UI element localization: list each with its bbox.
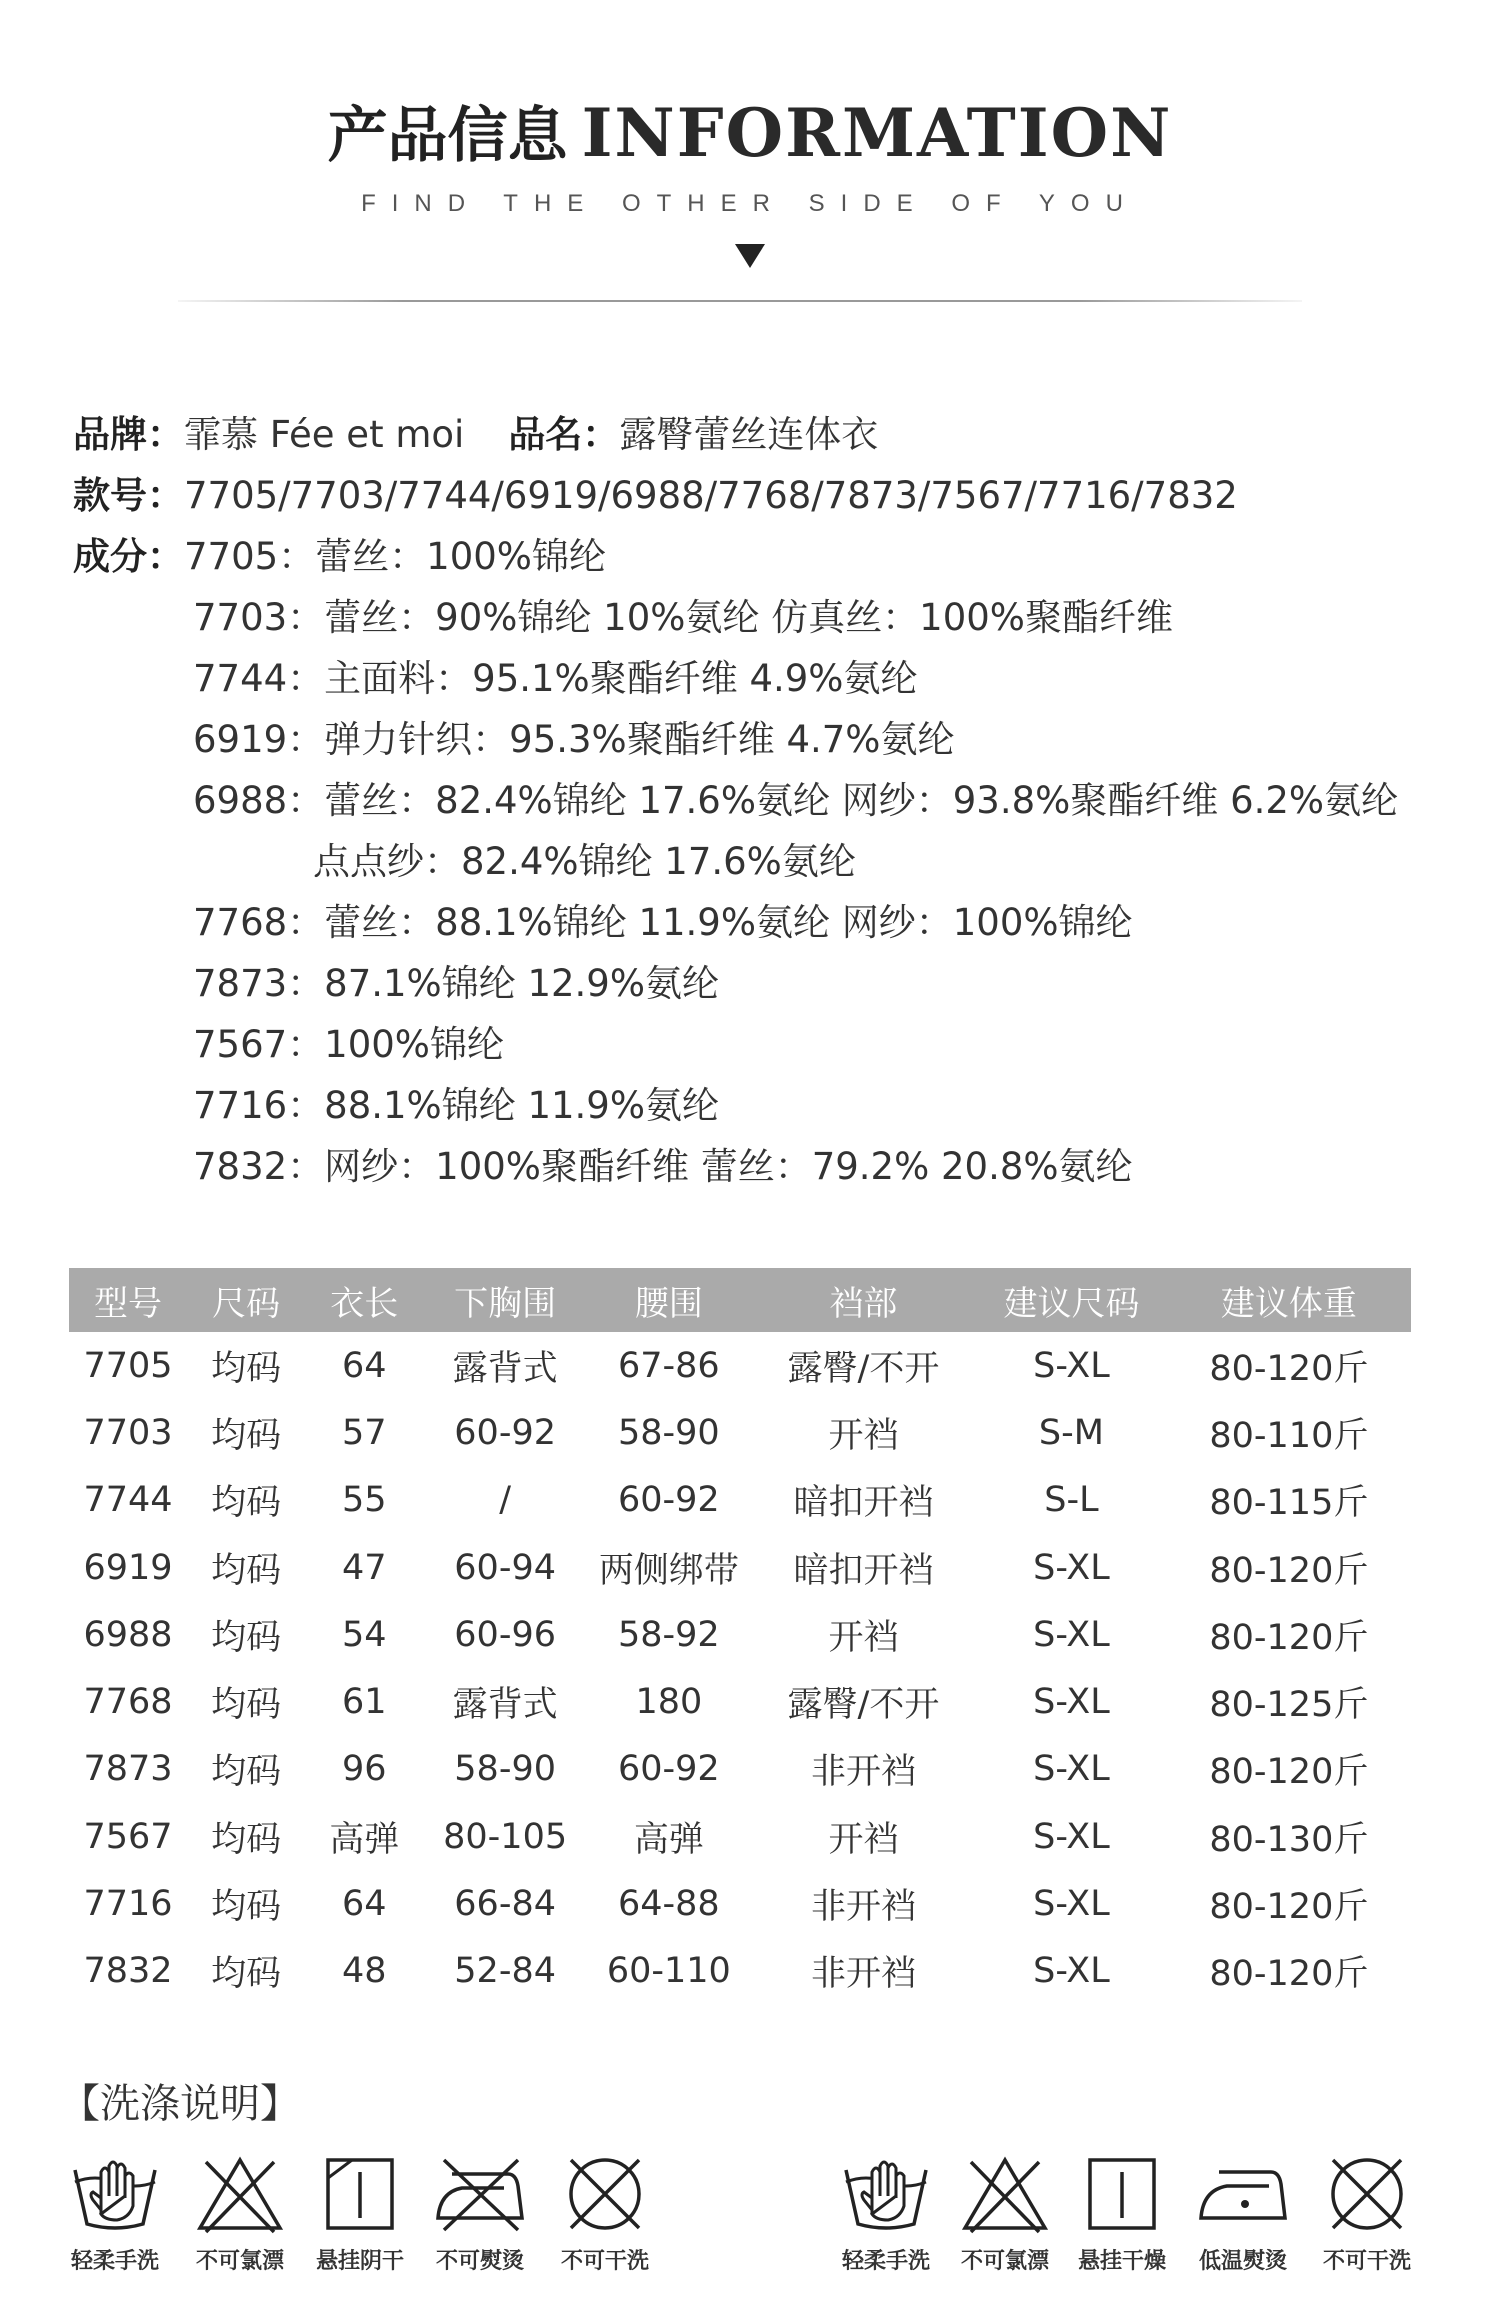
wash-item [945, 2152, 1065, 2275]
page-header [0, 88, 1500, 268]
composition-item: 7705：蕾丝：100%锦纶 [184, 535, 606, 578]
cell-model: 7832 [83, 1951, 173, 1992]
cell-length: 96 [341, 1749, 387, 1790]
wash-item [300, 2152, 420, 2275]
wash-item [545, 2152, 665, 2275]
hand-wash-icon [67, 2152, 163, 2236]
cell-length: 57 [341, 1412, 387, 1453]
models-line [73, 465, 1453, 526]
header-size: 尺码 [212, 1283, 281, 1324]
no-dry-clean-icon [1319, 2152, 1415, 2236]
table-row [69, 1534, 1411, 1601]
wash-item [420, 2152, 540, 2275]
no-bleach-icon [192, 2152, 288, 2236]
composition-item: 6988：蕾丝：82.4%锦纶 17.6%氨纶 网纱：93.8%聚酯纤维 6.2%氨纶 [193, 779, 1399, 822]
brand-value: 霏慕 Fée et moi [184, 413, 465, 456]
wash-instructions-title: 【洗涤说明】 [60, 2081, 300, 2127]
cell-underbust: 80-105 [443, 1816, 568, 1857]
table-row [69, 1332, 1411, 1399]
cell-recommended-weight: 80-120斤 [1209, 1752, 1369, 1793]
cell-size: 均码 [211, 1550, 282, 1591]
cell-model: 7703 [83, 1412, 173, 1453]
cell-recommended-size: S-M [1038, 1412, 1104, 1453]
page-title [328, 88, 1173, 174]
cell-underbust: 60-92 [454, 1412, 556, 1453]
cell-size: 均码 [211, 1617, 282, 1658]
no-dry-clean-icon [557, 2152, 653, 2236]
name-value: 露臀蕾丝连体衣 [619, 413, 879, 456]
wash-label: 悬挂干燥 [1077, 2249, 1166, 2274]
wash-item [180, 2152, 300, 2275]
cell-length: 64 [341, 1884, 387, 1925]
header-crotch: 裆部 [829, 1283, 898, 1324]
cell-model: 7716 [83, 1884, 173, 1925]
cell-waist: 180 [635, 1682, 703, 1723]
subtitle: FIND THE OTHER SIDE OF YOU [361, 190, 1139, 217]
cell-waist: 64-88 [618, 1884, 720, 1925]
header-recommended-size: 建议尺码 [1003, 1283, 1140, 1324]
cell-crotch: 开裆 [828, 1819, 899, 1860]
table-row [69, 1870, 1411, 1937]
brand-label: 品牌： [73, 413, 184, 456]
cell-recommended-size: S-XL [1033, 1614, 1110, 1655]
wash-item [826, 2152, 946, 2275]
table-row [69, 1736, 1411, 1803]
wash-label: 不可熨烫 [435, 2249, 524, 2274]
product-info [73, 404, 1453, 1197]
cell-recommended-size: S-XL [1033, 1816, 1110, 1857]
table-row [69, 1668, 1411, 1735]
low-iron-icon [1195, 2152, 1291, 2236]
cell-crotch: 暗扣开裆 [793, 1483, 934, 1524]
cell-recommended-weight: 80-120斤 [1209, 1348, 1369, 1389]
cell-length: 54 [341, 1614, 387, 1655]
cell-underbust: / [499, 1480, 512, 1521]
cell-size: 均码 [211, 1685, 282, 1726]
wash-label: 不可干洗 [1322, 2249, 1411, 2274]
name-label: 品名： [508, 413, 620, 456]
cell-crotch: 暗扣开裆 [793, 1550, 934, 1591]
cell-recommended-size: S-XL [1033, 1345, 1110, 1386]
wash-label: 不可氯漂 [195, 2249, 284, 2274]
cell-underbust: 60-94 [454, 1547, 556, 1588]
cell-recommended-weight: 80-115斤 [1209, 1483, 1369, 1524]
wash-label: 轻柔手洗 [841, 2249, 930, 2274]
cell-crotch: 非开裆 [810, 1954, 916, 1995]
cell-recommended-size: S-XL [1033, 1884, 1110, 1925]
cell-underbust: 52-84 [454, 1951, 556, 1992]
cell-model: 7873 [83, 1749, 173, 1790]
wash-label: 轻柔手洗 [70, 2249, 159, 2274]
cell-model: 6919 [83, 1547, 173, 1588]
models-label: 款号： [73, 474, 184, 517]
cell-crotch: 开裆 [828, 1415, 899, 1456]
cell-size: 均码 [211, 1415, 282, 1456]
cell-length: 47 [341, 1547, 387, 1588]
cell-recommended-size: S-XL [1033, 1547, 1110, 1588]
cell-model: 7768 [83, 1682, 173, 1723]
cell-underbust: 露背式 [452, 1685, 558, 1726]
cell-size: 均码 [211, 1752, 282, 1793]
composition-label: 成分： [73, 535, 184, 578]
header-model: 型号 [94, 1283, 163, 1324]
composition-item: 6919：弹力针织：95.3%聚酯纤维 4.7%氨纶 [193, 718, 955, 761]
brand-line [73, 404, 1453, 465]
composition-item: 7567：100%锦纶 [193, 1023, 504, 1066]
table-row [69, 1399, 1411, 1466]
cell-size: 均码 [211, 1483, 282, 1524]
wash-label: 不可干洗 [560, 2249, 649, 2274]
composition-item: 7744：主面料：95.1%聚酯纤维 4.9%氨纶 [193, 657, 918, 700]
table-row [69, 1467, 1411, 1534]
header-length: 衣长 [330, 1283, 399, 1324]
table-row [69, 1803, 1411, 1870]
header-waist: 腰围 [634, 1283, 703, 1324]
cell-length: 61 [341, 1682, 387, 1723]
hand-wash-icon [838, 2152, 934, 2236]
cell-length: 高弹 [329, 1819, 400, 1860]
wash-label: 悬挂阴干 [315, 2249, 404, 2274]
size-table [69, 1268, 1411, 2005]
cell-waist: 60-92 [618, 1480, 720, 1521]
cell-waist: 60-92 [618, 1749, 720, 1790]
cell-waist: 高弹 [633, 1819, 704, 1860]
table-header-row [69, 1268, 1411, 1332]
wash-label: 不可氯漂 [960, 2249, 1049, 2274]
cell-size: 均码 [211, 1887, 282, 1928]
cell-length: 55 [341, 1480, 387, 1521]
composition-item: 7873：87.1%锦纶 12.9%氨纶 [193, 962, 720, 1005]
cell-length: 48 [341, 1951, 387, 1992]
drip-dry-shade-icon [312, 2152, 408, 2236]
cell-recommended-weight: 80-120斤 [1209, 1887, 1369, 1928]
cell-waist: 两侧绑带 [598, 1550, 739, 1591]
cell-recommended-weight: 80-110斤 [1209, 1415, 1369, 1456]
cell-crotch: 露臀/不开 [787, 1348, 940, 1389]
wash-label: 低温熨烫 [1198, 2249, 1287, 2274]
table-row [69, 1601, 1411, 1668]
cell-crotch: 非开裆 [810, 1887, 916, 1928]
wash-icons [0, 2152, 1500, 2322]
cell-recommended-size: S-L [1044, 1480, 1099, 1521]
no-iron-icon [432, 2152, 528, 2236]
cell-size: 均码 [211, 1819, 282, 1860]
cell-waist: 58-90 [618, 1412, 720, 1453]
cell-recommended-weight: 80-120斤 [1209, 1550, 1369, 1591]
composition-item: 7768：蕾丝：88.1%锦纶 11.9%氨纶 网纱：100%锦纶 [193, 901, 1133, 944]
wash-item [1183, 2152, 1303, 2275]
cell-underbust: 66-84 [454, 1884, 556, 1925]
models-value: 7705/7703/7744/6919/6988/7768/7873/7567/7716/7832 [184, 474, 1238, 517]
triangle-down-icon [735, 244, 765, 268]
cell-model: 7705 [83, 1345, 173, 1386]
cell-crotch: 开裆 [828, 1617, 899, 1658]
title-chinese: 产品信息 [327, 101, 568, 171]
cell-waist: 60-110 [606, 1951, 731, 1992]
cell-recommended-size: S-XL [1033, 1951, 1110, 1992]
cell-underbust: 60-96 [454, 1614, 556, 1655]
no-bleach-icon [957, 2152, 1053, 2236]
cell-model: 6988 [83, 1614, 173, 1655]
divider [178, 300, 1302, 302]
cell-recommended-weight: 80-125斤 [1209, 1685, 1369, 1726]
table-row [69, 1938, 1411, 2005]
wash-item [55, 2152, 175, 2275]
cell-underbust: 58-90 [454, 1749, 556, 1790]
cell-waist: 58-92 [618, 1614, 720, 1655]
wash-item [1062, 2152, 1182, 2275]
wash-item [1307, 2152, 1427, 2275]
title-english: INFORMATION [581, 94, 1173, 172]
cell-recommended-weight: 80-130斤 [1209, 1819, 1369, 1860]
cell-recommended-size: S-XL [1033, 1749, 1110, 1790]
cell-model: 7744 [83, 1480, 173, 1521]
cell-model: 7567 [83, 1816, 173, 1857]
cell-underbust: 露背式 [452, 1348, 558, 1389]
cell-recommended-weight: 80-120斤 [1209, 1954, 1369, 1995]
header-recommended-weight: 建议体重 [1220, 1283, 1357, 1324]
cell-size: 均码 [211, 1348, 282, 1389]
cell-length: 64 [341, 1345, 387, 1386]
line-dry-icon [1074, 2152, 1170, 2236]
header-underbust: 下胸围 [454, 1283, 557, 1324]
composition-item: 7716：88.1%锦纶 11.9%氨纶 [193, 1084, 720, 1127]
cell-crotch: 露臀/不开 [787, 1685, 940, 1726]
composition-item: 7832：网纱：100%聚酯纤维 蕾丝：79.2% 20.8%氨纶 [193, 1145, 1133, 1188]
cell-crotch: 非开裆 [810, 1752, 916, 1793]
cell-waist: 67-86 [618, 1345, 720, 1386]
composition-item: 7703：蕾丝：90%锦纶 10%氨纶 仿真丝：100%聚酯纤维 [193, 596, 1173, 639]
composition-line [73, 526, 1453, 587]
composition-item: 点点纱：82.4%锦纶 17.6%氨纶 [313, 840, 856, 883]
cell-recommended-weight: 80-120斤 [1209, 1617, 1369, 1658]
cell-recommended-size: S-XL [1033, 1682, 1110, 1723]
cell-size: 均码 [211, 1954, 282, 1995]
